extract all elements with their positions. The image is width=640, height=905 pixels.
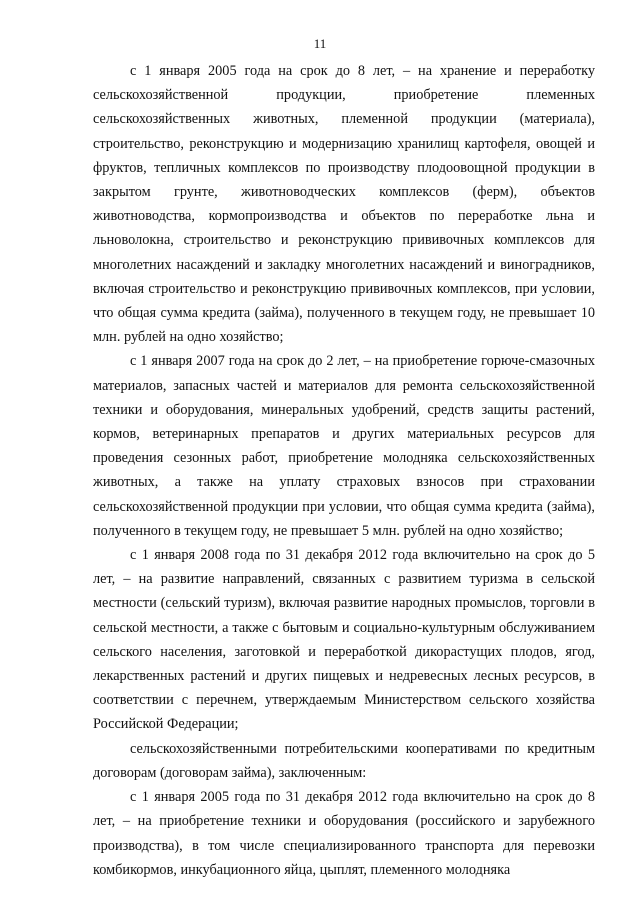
paragraph-loans-2005-storage: с 1 января 2005 года на срок до 8 лет, – на хранение и переработку сельскохозяйственной продукции, приобретение племенных сельскохозяйственных животных, племенной продукции (материала), строительство, реконструкцию и модернизацию хранилищ картофеля, овощей и фруктов, тепличных комплексов по производству плодоовощной продукции в закрытом грунте, животноводческих комплексов (ферм), объектов животноводства, кормопроизводства и объектов по переработке льна и льноволокна, строительство и реконструкцию прививочных комплексов для многолетних насаждений и закладку многолетних насаждений и виноградников, включая строительство и реконструкцию прививочных комплексов, при условии, что общая сумма кредита (займа), полученного в текущем году, не превышает 10 млн. рублей на одно хозяйство; — [93, 63, 595, 346]
paragraph-loans-2008-rural-tourism: с 1 января 2008 года по 31 декабря 2012 года включительно на срок до 5 лет, – на развитие направлений, связанных с развитием туризма в сельской местности (сельский туризм), включая развитие народных промыслов, торговли в сельской местности, а также с бытовым и социально-культурным обслуживанием сельского населения, заготовкой и переработкой дикорастущих плодов, ягод, лекарственных растений и других пищевых и недревесных лесных ресурсов, в соответствии с перечнем, утверждаемым Министерством сельского хозяйства Российской Федерации; — [93, 547, 595, 733]
paragraph-loans-2007-seasonal: с 1 января 2007 года на срок до 2 лет, – на приобретение горюче-смазочных материалов, запасных частей и материалов для ремонта сельскохозяйственной техники и оборудования, минеральных удобрений, средств защиты растений, кормов, ветеринарных препаратов и других материальных ресурсов для проведения сезонных работ, приобретение молодняка сельскохозяйственных животных, а также на уплату страховых взносов при страховании сельскохозяйственной продукции при условии, что общая сумма кредита (займа), полученного в текущем году, не превышает 5 млн. рублей на одно хозяйство; — [93, 353, 595, 539]
paragraph-loans-2005-equipment: с 1 января 2005 года по 31 декабря 2012 года включительно на срок до 8 лет, – на приобретение техники и оборудования (российского и зарубежного производства), в том числе специализированного транспорта для перевозки комбикормов, инкубационного яйца, цыплят, племенного молодняка — [93, 789, 595, 878]
page-number: 11 — [313, 36, 327, 51]
document-body — [93, 59, 595, 882]
paragraph-cooperatives-intro: сельскохозяйственными потребительскими кооперативами по кредитным договорам (договорам займа), заключенным: — [93, 740, 595, 781]
